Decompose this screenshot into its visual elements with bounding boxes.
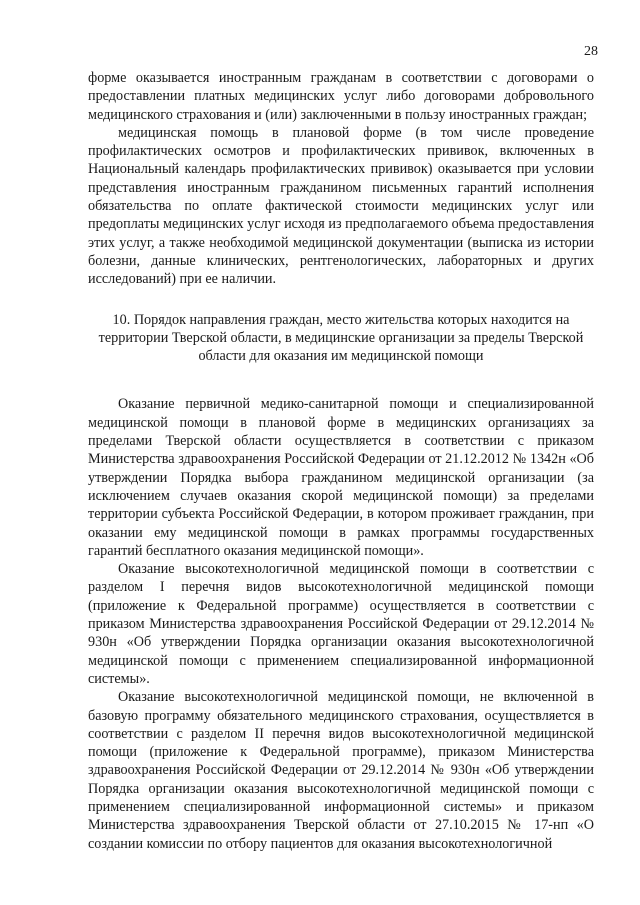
paragraph-continuation: форме оказывается иностранным гражданам в соответствии с договорами о предоставлении платных медицинских услуг либо договорами добровольного медицинского страхования и (или) заключенными в пользу иностранных граждан; [88, 70, 594, 123]
paragraph-planned-care-foreigners: медицинская помощь в плановой форме (в том числе проведение профилактических осмотров и профилактических прививок, включенных в Национальный календарь профилактических прививок) оказывается при условии представления иностранным гражданином письменных гарантий исполнения обязательства по оплате фактической стоимости медицинских услуг или предоплаты медицинских услуг исходя из предполагаемого объема предоставления этих услуг, а также необходимой медицинской документации (выписка из истории болезни, данные клинических, рентгенологических, лабораторных и других исследований) при ее наличии. [88, 124, 594, 288]
document-body [88, 69, 594, 853]
page-number: 28 [584, 44, 598, 59]
paragraph-high-tech-care-section-2: Оказание высокотехнологичной медицинской помощи, не включенной в базовую программу обязательного медицинского страхования, осуществляется в соответствии с разделом II перечня видов высокотехнологичной медицинской помощи (приложение к Федеральной программе), приказом Министерства здравоохранения Российской Федерации от 29.12.2014 № 930н «Об утверждении Порядка организации оказания высокотехнологичной медицинской помощи с применением специализированной информационной системы» и приказом Министерства здравоохранения Тверской области от 27.10.2015 № 17-нп «О создании комиссии по отбору пациентов для оказания высокотехнологичной [88, 689, 594, 852]
section-heading: 10. Порядок направления граждан, место жительства которых находится на территории Тверской области, в медицинские организации за пределы Тверской области для оказания им медицинской помощи [98, 311, 584, 365]
paragraph-primary-care-outside-region: Оказание первичной медико-санитарной помощи и специализированной медицинской помощи в плановой форме в медицинских организациях за пределами Тверской области осуществляется в соответствии с приказом Министерства здравоохранения Российской Федерации от 21.12.2012 № 1342н «Об утверждении Порядка выбора гражданином медицинской организации (за исключением случаев оказания скорой медицинской помощи) за пределами территории субъекта Российской Федерации, в котором проживает гражданин, при оказании ему медицинской помощи в рамках программы государственных гарантий бесплатного оказания медицинской помощи». [88, 396, 594, 559]
paragraph-high-tech-care-section-1: Оказание высокотехнологичной медицинской помощи в соответствии с разделом I перечня видов высокотехнологичной медицинской помощи (приложение к Федеральной программе) осуществляется в соответствии с приказом Министерства здравоохранения Российской Федерации от 29.12.2014 № 930н «Об утверждении Порядка организации оказания высокотехнологичной медицинской помощи с применением специализированной информационной системы». [88, 561, 594, 687]
